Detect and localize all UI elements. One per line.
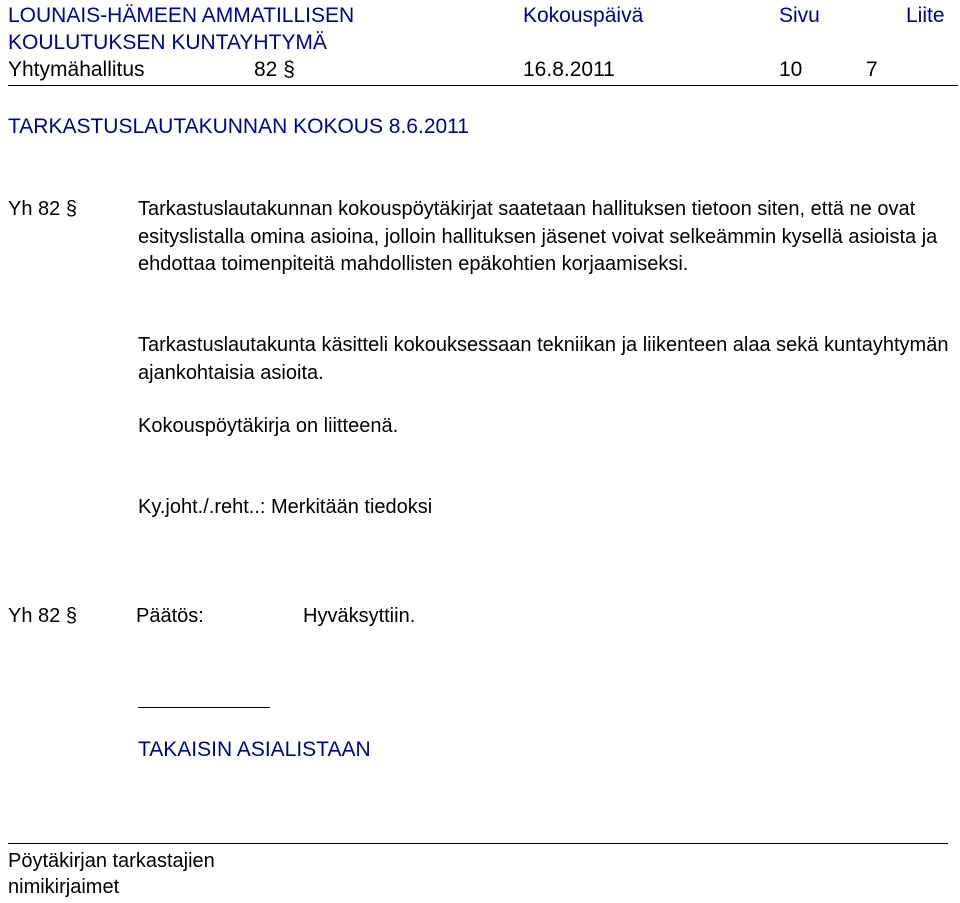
meeting-date-label: Kokouspäivä (523, 4, 644, 27)
header-divider (8, 85, 958, 86)
signature-line (8, 843, 948, 844)
footer-line-2: nimikirjaimet (8, 876, 120, 898)
footer-line-1: Pöytäkirjan tarkastajien (8, 850, 215, 872)
meeting-date: 16.8.2011 (523, 58, 615, 81)
page-label: Sivu (779, 4, 820, 27)
attachment-number: 7 (866, 58, 878, 81)
governing-body-name: Yhtymähallitus (8, 58, 145, 81)
back-to-agenda-link[interactable]: TAKAISIN ASIALISTAAN (138, 738, 371, 761)
item-paragraph-1: Tarkastuslautakunnan kokouspöytäkirjat saatetaan hallituksen tietoon siten, että ne ovat esityslistalla omina asioina, jolloin hallituksen jäsenet voivat selkeämmin kysellä asioista ja ehdottaa toimenpiteitä mahdollisten epäkohtien korjaamiseksi. (138, 198, 938, 275)
decision-value: Hyväksyttiin. (303, 605, 416, 627)
decision-section-ref: Yh 82 § (8, 605, 77, 627)
org-name-line2: KOULUTUKSEN KUNTAYHTYMÄ (8, 31, 327, 54)
item-paragraph-2: Tarkastuslautakunta käsitteli kokouksessaan tekniikan ja liikenteen alaa sekä kuntayhtymän ajankohtaisia asioita. (138, 334, 949, 384)
section-number: 82 § (254, 58, 295, 81)
org-name-line1: LOUNAIS-HÄMEEN AMMATILLISEN (8, 4, 355, 27)
agenda-item-title: TARKASTUSLAUTAKUNNAN KOKOUS 8.6.2011 (8, 115, 469, 138)
attachment-label: Liite (906, 4, 945, 27)
item-paragraph-3: Kokouspöytäkirja on liitteenä. (138, 415, 399, 437)
page-number: 10 (779, 58, 803, 81)
item-section-ref: Yh 82 § (8, 198, 77, 220)
decision-separator (138, 707, 270, 708)
decision-label: Päätös: (136, 605, 204, 627)
proposal-text: Ky.joht./.reht..: Merkitään tiedoksi (138, 496, 433, 518)
